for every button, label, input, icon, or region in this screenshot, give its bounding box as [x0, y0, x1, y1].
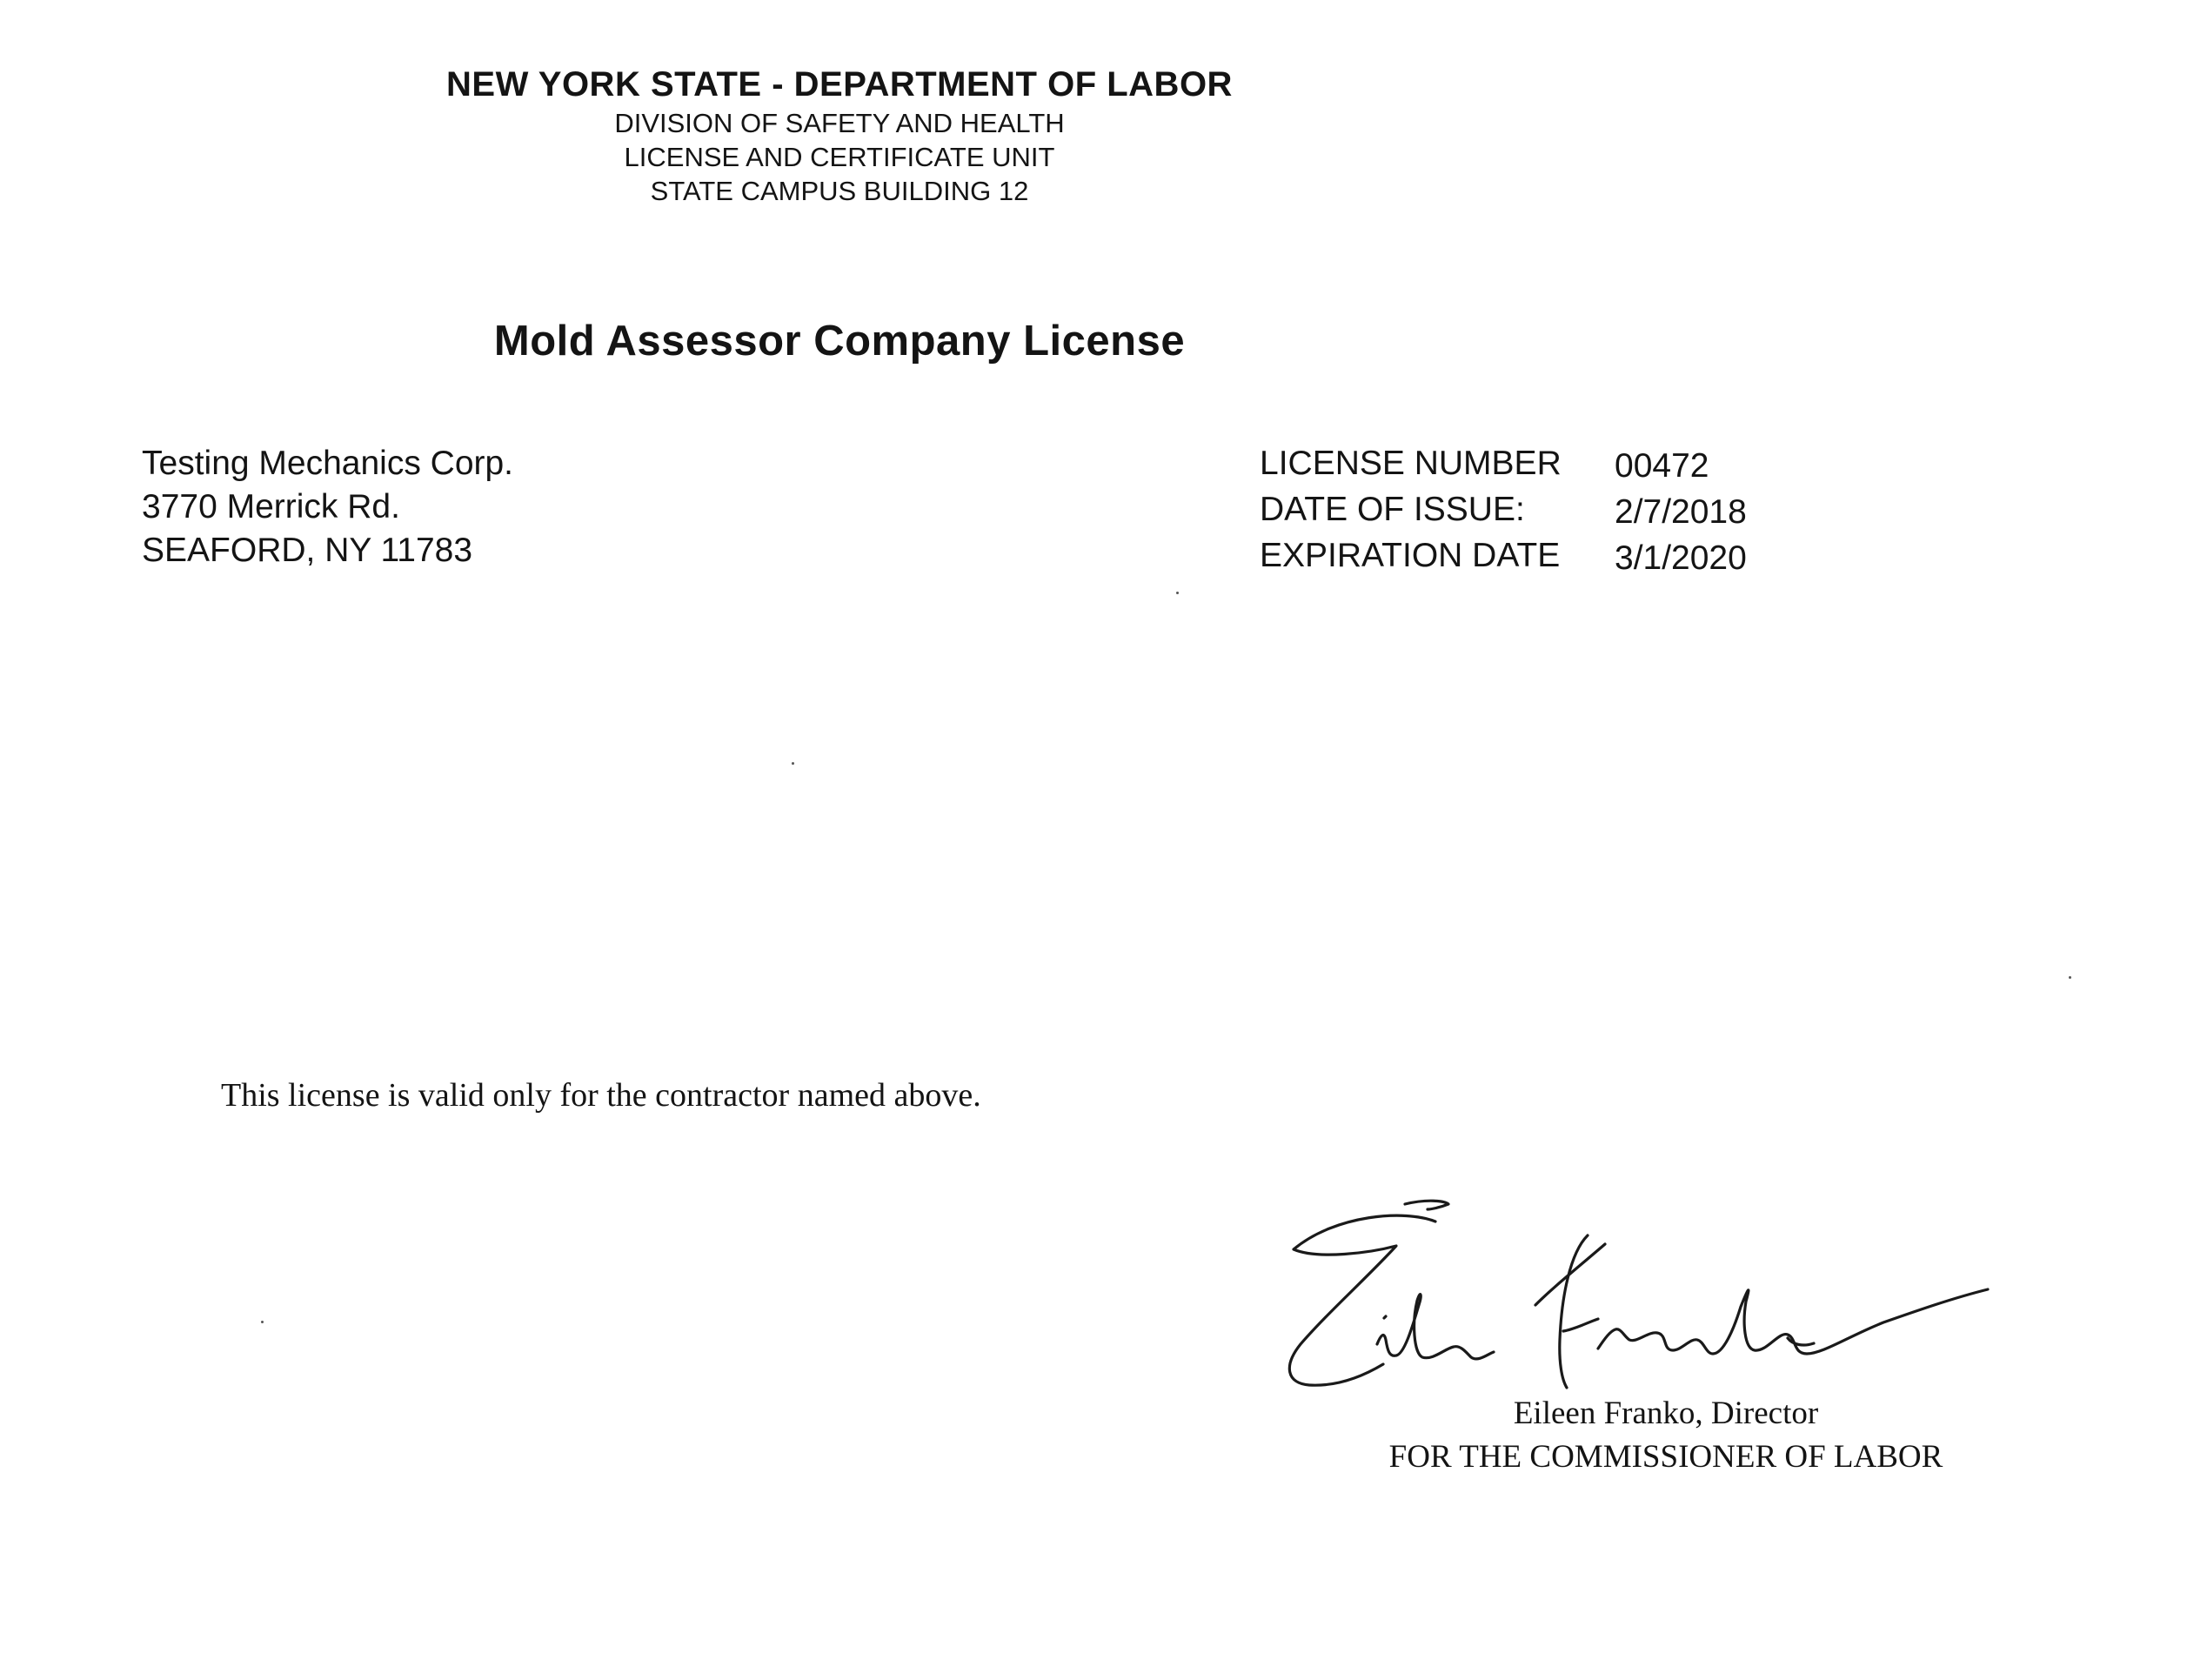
- signer-name-title: Eileen Franko, Director: [1513, 1396, 1819, 1431]
- scan-speck: [1176, 592, 1179, 594]
- license-number-row: [1260, 442, 1747, 488]
- validity-note: This license is valid only for the contractor named above.: [221, 1077, 981, 1114]
- licensee-street: 3770 Merrick Rd.: [142, 488, 400, 525]
- issuing-agency-header: [0, 63, 1679, 208]
- issue-date-row: [1260, 488, 1747, 534]
- expiration-date-row: [1260, 534, 1747, 580]
- license-number-value: 00472: [1615, 447, 1709, 485]
- division-name: DIVISION OF SAFETY AND HEALTH: [614, 108, 1065, 138]
- document-title: Mold Assessor Company License: [493, 318, 1186, 365]
- scan-speck: [792, 762, 794, 765]
- scan-speck: [261, 1321, 264, 1323]
- expiration-date-label: EXPIRATION DATE: [1260, 537, 1561, 574]
- unit-name: LICENSE AND CERTIFICATE UNIT: [624, 142, 1055, 172]
- agency-location: STATE CAMPUS BUILDING 12: [650, 176, 1029, 206]
- expiration-date-value: 3/1/2020: [1615, 539, 1747, 577]
- licensee-address: [142, 442, 513, 572]
- signer-block: [1235, 1392, 2097, 1479]
- scan-speck: [2069, 976, 2071, 979]
- licensee-name: Testing Mechanics Corp.: [142, 445, 514, 482]
- department-name: NEW YORK STATE - DEPARTMENT OF LABOR: [446, 65, 1233, 104]
- licensee-city-state-zip: SEAFORD, NY 11783: [142, 532, 473, 569]
- license-details: [1260, 442, 1747, 580]
- director-signature: [1274, 1192, 2014, 1409]
- license-number-label: LICENSE NUMBER: [1260, 445, 1562, 482]
- issue-date-label: DATE OF ISSUE:: [1260, 491, 1525, 528]
- issue-date-value: 2/7/2018: [1615, 493, 1747, 531]
- signer-authority: FOR THE COMMISSIONER OF LABOR: [1388, 1439, 1943, 1475]
